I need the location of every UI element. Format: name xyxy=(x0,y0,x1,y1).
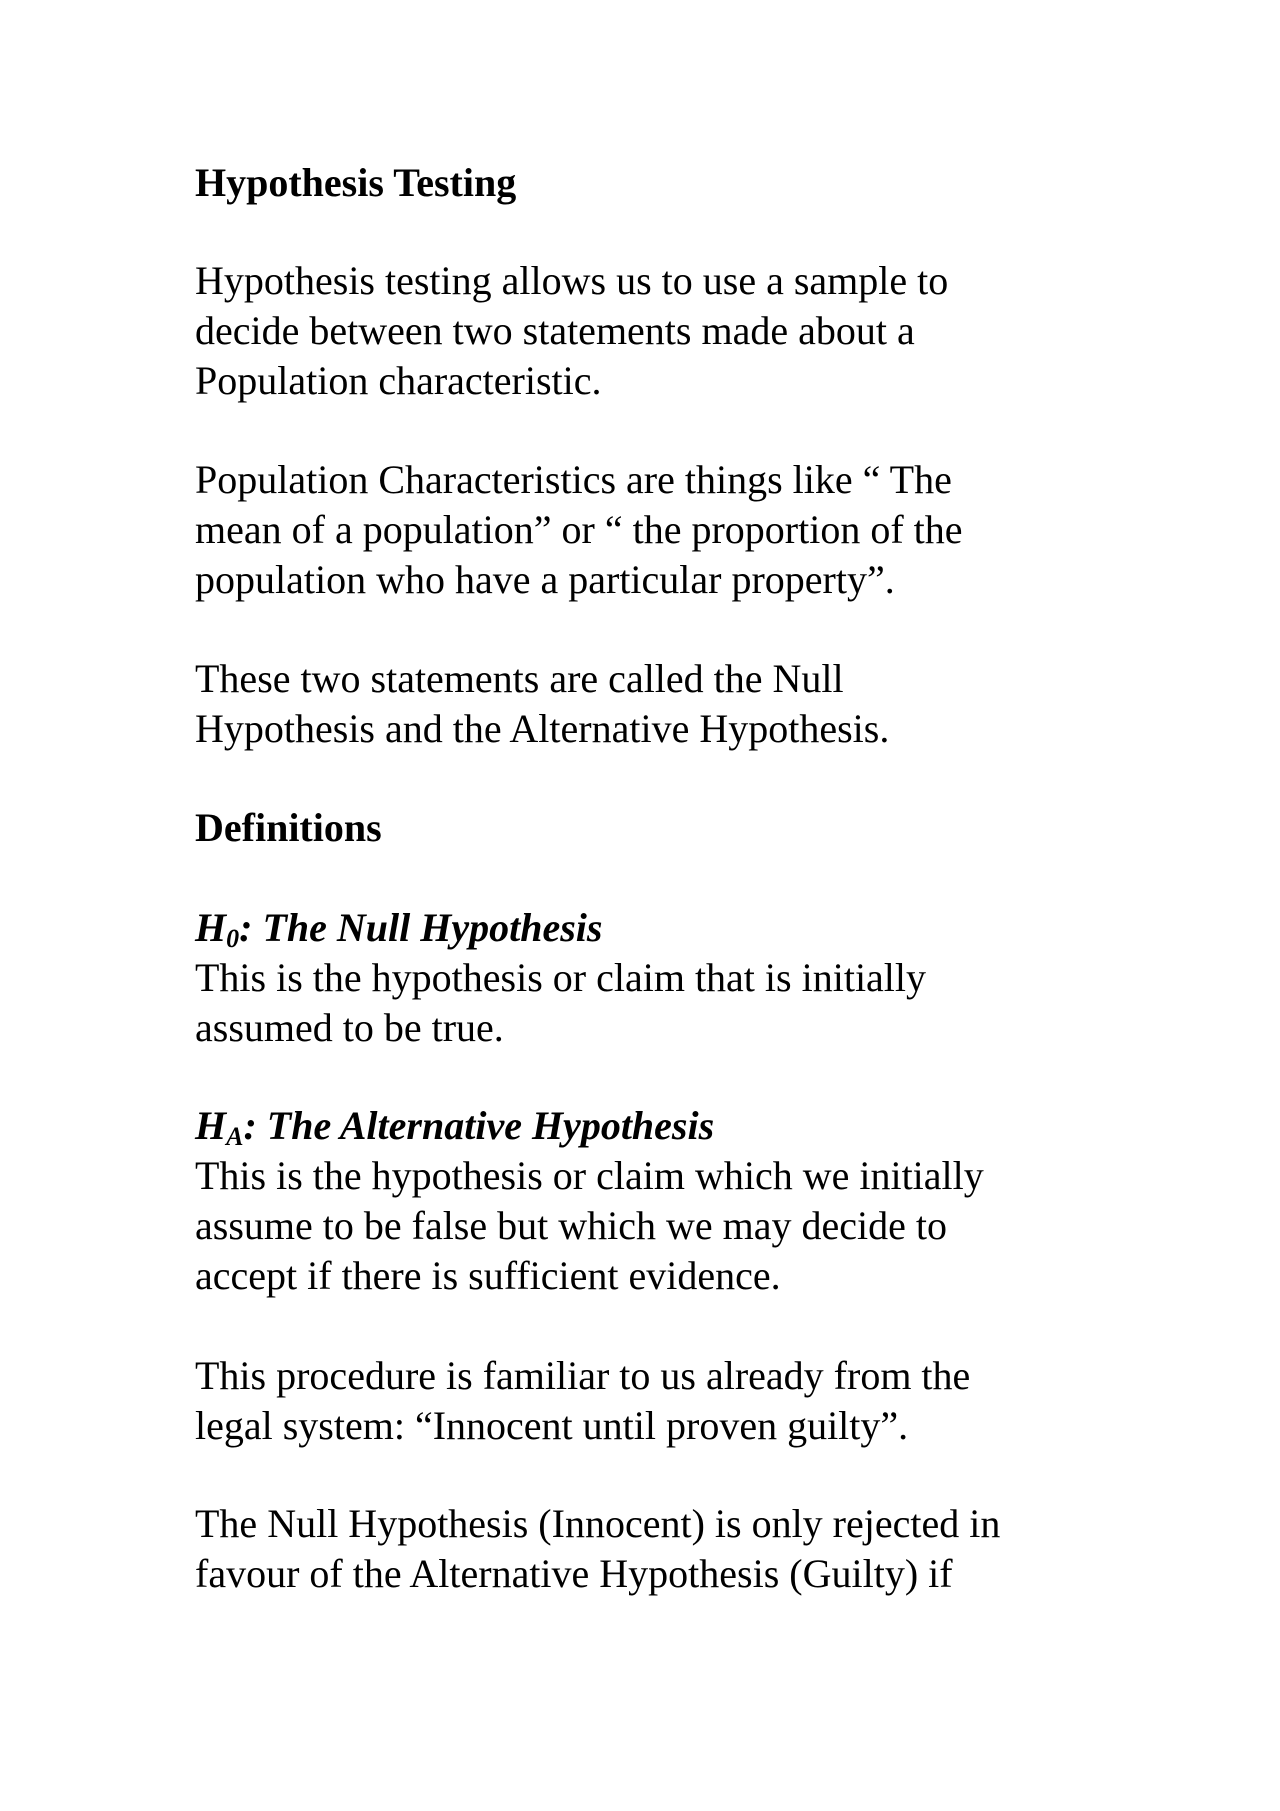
rejection-line: favour of the Alternative Hypothesis (Guilty) if xyxy=(195,1551,953,1596)
alt-symbol: H xyxy=(195,1103,227,1148)
definitions-heading: Definitions xyxy=(195,805,382,850)
intro-line: Population characteristic. xyxy=(195,358,602,403)
alternative-hypothesis-title xyxy=(195,1101,714,1151)
null-symbol: H xyxy=(195,905,227,950)
null-hypothesis-title xyxy=(195,903,602,953)
legal-line: legal system: “Innocent until proven guilty”. xyxy=(195,1403,909,1448)
alt-title-text: : The Alternative Hypothesis xyxy=(243,1103,715,1148)
characteristics-line: Population Characteristics are things like “ The xyxy=(195,457,952,502)
alt-definition-line: accept if there is sufficient evidence. xyxy=(195,1253,781,1298)
null-definition-line: assumed to be true. xyxy=(195,1005,504,1050)
statements-line: Hypothesis and the Alternative Hypothesis. xyxy=(195,706,890,751)
alt-definition-line: assume to be false but which we may decide to xyxy=(195,1203,947,1248)
page-title: Hypothesis Testing xyxy=(195,160,517,205)
null-subscript: 0 xyxy=(226,924,240,953)
null-definition-line: This is the hypothesis or claim that is initially xyxy=(195,955,927,1000)
characteristics-line: mean of a population” or “ the proportion of the xyxy=(195,507,963,552)
intro-line: decide between two statements made about a xyxy=(195,308,915,353)
intro-line: Hypothesis testing allows us to use a sample to xyxy=(195,258,949,303)
legal-line: This procedure is familiar to us already from the xyxy=(195,1353,971,1398)
characteristics-line: population who have a particular property”. xyxy=(195,557,895,602)
rejection-line: The Null Hypothesis (Innocent) is only rejected in xyxy=(195,1501,1001,1546)
alt-subscript: A xyxy=(226,1122,244,1151)
null-title-text: : The Null Hypothesis xyxy=(239,905,603,950)
alt-definition-line: This is the hypothesis or claim which we initially xyxy=(195,1153,984,1198)
statements-line: These two statements are called the Null xyxy=(195,656,844,701)
